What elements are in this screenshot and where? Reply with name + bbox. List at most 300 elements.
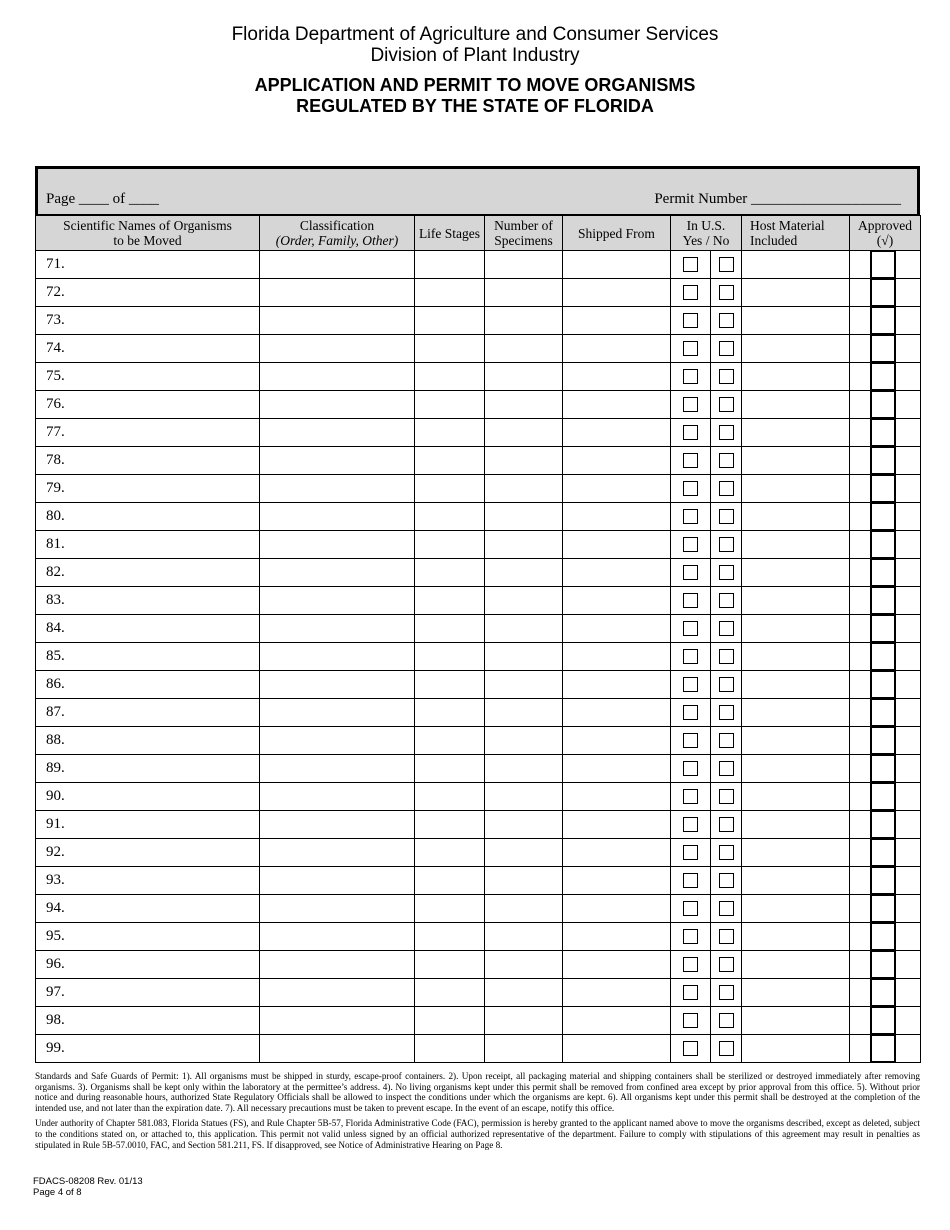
row-number-cell[interactable]: [36, 923, 260, 951]
host-material-cell[interactable]: [742, 587, 850, 615]
approved-checkbox[interactable]: [870, 783, 896, 810]
shipped-from-cell[interactable]: [563, 447, 671, 475]
approved-checkbox[interactable]: [870, 1007, 896, 1034]
in-us-no-checkbox[interactable]: [719, 957, 734, 972]
number-of-specimens-cell[interactable]: [485, 923, 563, 951]
in-us-yes-checkbox[interactable]: [683, 621, 698, 636]
approved-checkbox[interactable]: [870, 671, 896, 698]
life-stages-cell[interactable]: [415, 839, 485, 867]
row-number-cell[interactable]: [36, 727, 260, 755]
classification-cell[interactable]: [260, 839, 415, 867]
in-us-yes-checkbox[interactable]: [683, 985, 698, 1000]
in-us-yes-cell: [671, 643, 711, 671]
row-number-cell[interactable]: [36, 839, 260, 867]
number-of-specimens-cell[interactable]: [485, 335, 563, 363]
host-material-cell[interactable]: [742, 727, 850, 755]
row-number-cell[interactable]: [36, 363, 260, 391]
in-us-yes-checkbox[interactable]: [683, 453, 698, 468]
in-us-yes-checkbox[interactable]: [683, 509, 698, 524]
host-material-cell[interactable]: [742, 251, 850, 279]
classification-cell[interactable]: [260, 727, 415, 755]
approved-checkbox[interactable]: [870, 867, 896, 894]
classification-cell[interactable]: [260, 335, 415, 363]
approved-cell: [850, 811, 921, 839]
row-number-cell[interactable]: [36, 503, 260, 531]
approved-checkbox[interactable]: [870, 727, 896, 754]
life-stages-cell[interactable]: [415, 307, 485, 335]
life-stages-cell[interactable]: [415, 503, 485, 531]
row-number-cell[interactable]: [36, 559, 260, 587]
shipped-from-cell[interactable]: [563, 279, 671, 307]
number-of-specimens-cell[interactable]: [485, 1035, 563, 1063]
classification-cell[interactable]: [260, 447, 415, 475]
host-material-cell[interactable]: [742, 867, 850, 895]
row-number-cell[interactable]: [36, 755, 260, 783]
table-row: [36, 615, 921, 643]
form-footer: [33, 1176, 143, 1198]
in-us-no-checkbox[interactable]: [719, 285, 734, 300]
number-of-specimens-cell[interactable]: [485, 1007, 563, 1035]
approved-checkbox[interactable]: [870, 895, 896, 922]
row-number-cell[interactable]: [36, 811, 260, 839]
life-stages-cell[interactable]: [415, 727, 485, 755]
in-us-yes-checkbox[interactable]: [683, 677, 698, 692]
life-stages-cell[interactable]: [415, 979, 485, 1007]
approved-checkbox[interactable]: [870, 307, 896, 334]
shipped-from-cell[interactable]: [563, 699, 671, 727]
host-material-cell[interactable]: [742, 979, 850, 1007]
in-us-yes-checkbox[interactable]: [683, 901, 698, 916]
life-stages-cell[interactable]: [415, 783, 485, 811]
in-us-yes-checkbox[interactable]: [683, 397, 698, 412]
row-number-cell[interactable]: [36, 279, 260, 307]
host-material-cell[interactable]: [742, 1007, 850, 1035]
in-us-no-checkbox[interactable]: [719, 1041, 734, 1056]
in-us-no-checkbox[interactable]: [719, 1013, 734, 1028]
page-of-field[interactable]: Page ____ of ____: [46, 191, 159, 207]
in-us-no-checkbox[interactable]: [719, 845, 734, 860]
row-number-cell[interactable]: [36, 615, 260, 643]
in-us-no-checkbox[interactable]: [719, 733, 734, 748]
number-of-specimens-cell[interactable]: [485, 643, 563, 671]
classification-cell[interactable]: [260, 951, 415, 979]
host-material-cell[interactable]: [742, 643, 850, 671]
approved-checkbox[interactable]: [870, 475, 896, 502]
life-stages-cell[interactable]: [415, 1007, 485, 1035]
number-of-specimens-cell[interactable]: [485, 531, 563, 559]
host-material-cell[interactable]: [742, 839, 850, 867]
table-row: [36, 867, 921, 895]
classification-cell[interactable]: [260, 251, 415, 279]
life-stages-cell[interactable]: [415, 671, 485, 699]
table-row: [36, 895, 921, 923]
life-stages-cell[interactable]: [415, 559, 485, 587]
row-number-cell[interactable]: [36, 391, 260, 419]
permit-number-field[interactable]: Permit Number ____________________: [654, 191, 901, 207]
approved-checkbox[interactable]: [870, 335, 896, 362]
row-number-cell[interactable]: [36, 867, 260, 895]
number-of-specimens-cell[interactable]: [485, 587, 563, 615]
life-stages-cell[interactable]: [415, 391, 485, 419]
number-of-specimens-cell[interactable]: [485, 951, 563, 979]
in-us-no-cell: [711, 335, 742, 363]
in-us-yes-checkbox[interactable]: [683, 873, 698, 888]
approved-checkbox[interactable]: [870, 699, 896, 726]
in-us-no-cell: [711, 1007, 742, 1035]
in-us-yes-checkbox[interactable]: [683, 733, 698, 748]
division-name: Division of Plant Industry: [370, 45, 580, 66]
classification-cell[interactable]: [260, 391, 415, 419]
host-material-cell[interactable]: [742, 391, 850, 419]
row-number-cell[interactable]: [36, 251, 260, 279]
approved-checkbox[interactable]: [870, 391, 896, 418]
number-of-specimens-cell[interactable]: [485, 783, 563, 811]
approved-cell: [850, 363, 921, 391]
col-number-line-2: Specimens: [494, 233, 553, 248]
classification-cell[interactable]: [260, 279, 415, 307]
in-us-yes-checkbox[interactable]: [683, 537, 698, 552]
life-stages-cell[interactable]: [415, 419, 485, 447]
approved-cell: [850, 419, 921, 447]
approved-checkbox[interactable]: [870, 559, 896, 586]
number-of-specimens-cell[interactable]: [485, 839, 563, 867]
number-of-specimens-cell[interactable]: [485, 671, 563, 699]
approved-checkbox[interactable]: [870, 811, 896, 838]
approved-checkbox[interactable]: [870, 615, 896, 642]
in-us-yes-checkbox[interactable]: [683, 369, 698, 384]
number-of-specimens-cell[interactable]: [485, 755, 563, 783]
approved-checkbox[interactable]: [870, 755, 896, 782]
approved-checkbox[interactable]: [870, 251, 896, 278]
life-stages-cell[interactable]: [415, 1035, 485, 1063]
host-material-cell[interactable]: [742, 363, 850, 391]
shipped-from-cell[interactable]: [563, 587, 671, 615]
host-material-cell[interactable]: [742, 923, 850, 951]
classification-cell[interactable]: [260, 475, 415, 503]
host-material-cell[interactable]: [742, 1035, 850, 1063]
in-us-no-checkbox[interactable]: [719, 761, 734, 776]
shipped-from-cell[interactable]: [563, 895, 671, 923]
number-of-specimens-cell[interactable]: [485, 447, 563, 475]
approved-checkbox[interactable]: [870, 363, 896, 390]
classification-cell[interactable]: [260, 811, 415, 839]
classification-cell[interactable]: [260, 1007, 415, 1035]
classification-cell[interactable]: [260, 755, 415, 783]
in-us-no-checkbox[interactable]: [719, 397, 734, 412]
in-us-no-checkbox[interactable]: [719, 873, 734, 888]
shipped-from-cell[interactable]: [563, 839, 671, 867]
approved-checkbox[interactable]: [870, 419, 896, 446]
classification-cell[interactable]: [260, 503, 415, 531]
shipped-from-cell[interactable]: [563, 811, 671, 839]
in-us-yes-cell: [671, 335, 711, 363]
row-number-cell[interactable]: [36, 783, 260, 811]
shipped-from-cell[interactable]: [563, 979, 671, 1007]
classification-cell[interactable]: [260, 895, 415, 923]
in-us-no-checkbox[interactable]: [719, 677, 734, 692]
number-of-specimens-cell[interactable]: [485, 391, 563, 419]
in-us-yes-cell: [671, 615, 711, 643]
host-material-cell[interactable]: [742, 811, 850, 839]
classification-cell[interactable]: [260, 559, 415, 587]
table-row: [36, 363, 921, 391]
in-us-no-checkbox[interactable]: [719, 929, 734, 944]
life-stages-cell[interactable]: [415, 923, 485, 951]
in-us-yes-checkbox[interactable]: [683, 481, 698, 496]
approved-checkbox[interactable]: [870, 587, 896, 614]
classification-cell[interactable]: [260, 419, 415, 447]
in-us-yes-checkbox[interactable]: [683, 789, 698, 804]
row-number-cell[interactable]: [36, 419, 260, 447]
row-number-cell[interactable]: [36, 475, 260, 503]
life-stages-cell[interactable]: [415, 895, 485, 923]
shipped-from-cell[interactable]: [563, 363, 671, 391]
row-number-cell[interactable]: [36, 1007, 260, 1035]
host-material-cell[interactable]: [742, 671, 850, 699]
host-material-cell[interactable]: [742, 419, 850, 447]
life-stages-cell[interactable]: [415, 811, 485, 839]
row-number-cell[interactable]: [36, 447, 260, 475]
in-us-yes-checkbox[interactable]: [683, 705, 698, 720]
shipped-from-cell[interactable]: [563, 391, 671, 419]
shipped-from-cell[interactable]: [563, 867, 671, 895]
col-host-line-2: Included: [750, 233, 798, 248]
in-us-yes-checkbox[interactable]: [683, 817, 698, 832]
table-row: [36, 1007, 921, 1035]
in-us-yes-checkbox[interactable]: [683, 845, 698, 860]
approved-checkbox[interactable]: [870, 839, 896, 866]
in-us-yes-checkbox[interactable]: [683, 341, 698, 356]
shipped-from-cell[interactable]: [563, 307, 671, 335]
classification-cell[interactable]: [260, 671, 415, 699]
shipped-from-cell[interactable]: [563, 783, 671, 811]
number-of-specimens-cell[interactable]: [485, 979, 563, 1007]
in-us-no-checkbox[interactable]: [719, 705, 734, 720]
in-us-yes-checkbox[interactable]: [683, 761, 698, 776]
approved-checkbox[interactable]: [870, 503, 896, 530]
host-material-cell[interactable]: [742, 699, 850, 727]
row-number-cell[interactable]: [36, 699, 260, 727]
host-material-cell[interactable]: [742, 783, 850, 811]
host-material-cell[interactable]: [742, 307, 850, 335]
life-stages-cell[interactable]: [415, 475, 485, 503]
in-us-no-checkbox[interactable]: [719, 257, 734, 272]
host-material-cell[interactable]: [742, 559, 850, 587]
in-us-yes-checkbox[interactable]: [683, 957, 698, 972]
number-of-specimens-cell[interactable]: [485, 727, 563, 755]
in-us-no-cell: [711, 699, 742, 727]
life-stages-cell[interactable]: [415, 867, 485, 895]
shipped-from-cell[interactable]: [563, 503, 671, 531]
row-number-cell[interactable]: [36, 671, 260, 699]
shipped-from-cell[interactable]: [563, 615, 671, 643]
life-stages-cell[interactable]: [415, 531, 485, 559]
row-number-cell[interactable]: [36, 335, 260, 363]
classification-cell[interactable]: [260, 363, 415, 391]
number-of-specimens-cell[interactable]: [485, 307, 563, 335]
row-number-cell[interactable]: [36, 895, 260, 923]
in-us-no-cell: [711, 923, 742, 951]
in-us-no-checkbox[interactable]: [719, 341, 734, 356]
in-us-no-checkbox[interactable]: [719, 481, 734, 496]
life-stages-cell[interactable]: [415, 615, 485, 643]
shipped-from-cell[interactable]: [563, 643, 671, 671]
in-us-no-checkbox[interactable]: [719, 453, 734, 468]
permit-notes: [35, 1071, 920, 1155]
table-row: [36, 727, 921, 755]
in-us-no-checkbox[interactable]: [719, 565, 734, 580]
host-material-cell[interactable]: [742, 475, 850, 503]
in-us-yes-checkbox[interactable]: [683, 257, 698, 272]
in-us-no-checkbox[interactable]: [719, 789, 734, 804]
host-material-cell[interactable]: [742, 503, 850, 531]
in-us-no-checkbox[interactable]: [719, 537, 734, 552]
row-number-cell[interactable]: [36, 979, 260, 1007]
number-of-specimens-cell[interactable]: [485, 251, 563, 279]
number-of-specimens-cell[interactable]: [485, 699, 563, 727]
life-stages-cell[interactable]: [415, 951, 485, 979]
host-material-cell[interactable]: [742, 615, 850, 643]
in-us-no-checkbox[interactable]: [719, 649, 734, 664]
number-of-specimens-cell[interactable]: [485, 475, 563, 503]
life-stages-cell[interactable]: [415, 363, 485, 391]
number-of-specimens-cell[interactable]: [485, 363, 563, 391]
host-material-cell[interactable]: [742, 755, 850, 783]
row-number-cell[interactable]: [36, 643, 260, 671]
in-us-no-checkbox[interactable]: [719, 817, 734, 832]
table-row: [36, 391, 921, 419]
in-us-yes-checkbox[interactable]: [683, 649, 698, 664]
in-us-no-checkbox[interactable]: [719, 369, 734, 384]
in-us-no-checkbox[interactable]: [719, 593, 734, 608]
in-us-no-checkbox[interactable]: [719, 621, 734, 636]
in-us-yes-checkbox[interactable]: [683, 1013, 698, 1028]
classification-cell[interactable]: [260, 531, 415, 559]
row-number-cell[interactable]: [36, 587, 260, 615]
shipped-from-cell[interactable]: [563, 951, 671, 979]
classification-cell[interactable]: [260, 923, 415, 951]
number-of-specimens-cell[interactable]: [485, 895, 563, 923]
table-body: [36, 251, 921, 1063]
in-us-no-checkbox[interactable]: [719, 509, 734, 524]
approved-checkbox[interactable]: [870, 951, 896, 978]
number-of-specimens-cell[interactable]: [485, 811, 563, 839]
classification-cell[interactable]: [260, 783, 415, 811]
classification-cell[interactable]: [260, 307, 415, 335]
approved-cell: [850, 1035, 921, 1063]
in-us-no-checkbox[interactable]: [719, 985, 734, 1000]
row-number: 93.: [46, 872, 65, 888]
classification-cell[interactable]: [260, 643, 415, 671]
in-us-yes-checkbox[interactable]: [683, 285, 698, 300]
row-number-cell[interactable]: [36, 531, 260, 559]
shipped-from-cell[interactable]: [563, 475, 671, 503]
in-us-yes-cell: [671, 951, 711, 979]
classification-cell[interactable]: [260, 587, 415, 615]
life-stages-cell[interactable]: [415, 335, 485, 363]
approved-cell: [850, 391, 921, 419]
in-us-no-checkbox[interactable]: [719, 425, 734, 440]
in-us-yes-cell: [671, 979, 711, 1007]
in-us-yes-checkbox[interactable]: [683, 593, 698, 608]
classification-cell[interactable]: [260, 699, 415, 727]
life-stages-cell[interactable]: [415, 447, 485, 475]
approved-checkbox[interactable]: [870, 643, 896, 670]
shipped-from-cell[interactable]: [563, 923, 671, 951]
number-of-specimens-cell[interactable]: [485, 867, 563, 895]
approved-checkbox[interactable]: [870, 279, 896, 306]
in-us-yes-checkbox[interactable]: [683, 425, 698, 440]
col-in-us-line-2: Yes / No: [682, 233, 730, 248]
in-us-no-cell: [711, 475, 742, 503]
row-number: 75.: [46, 368, 65, 384]
shipped-from-cell[interactable]: [563, 755, 671, 783]
in-us-yes-checkbox[interactable]: [683, 313, 698, 328]
approved-checkbox[interactable]: [870, 447, 896, 474]
approved-checkbox[interactable]: [870, 1035, 896, 1062]
in-us-yes-checkbox[interactable]: [683, 565, 698, 580]
shipped-from-cell[interactable]: [563, 531, 671, 559]
shipped-from-cell[interactable]: [563, 559, 671, 587]
host-material-cell[interactable]: [742, 447, 850, 475]
table-row: [36, 559, 921, 587]
life-stages-cell[interactable]: [415, 251, 485, 279]
shipped-from-cell[interactable]: [563, 727, 671, 755]
row-number-cell[interactable]: [36, 951, 260, 979]
classification-cell[interactable]: [260, 1035, 415, 1063]
number-of-specimens-cell[interactable]: [485, 419, 563, 447]
classification-cell[interactable]: [260, 979, 415, 1007]
shipped-from-cell[interactable]: [563, 671, 671, 699]
approved-checkbox[interactable]: [870, 979, 896, 1006]
shipped-from-cell[interactable]: [563, 251, 671, 279]
shipped-from-cell[interactable]: [563, 1035, 671, 1063]
life-stages-cell[interactable]: [415, 643, 485, 671]
host-material-cell[interactable]: [742, 335, 850, 363]
shipped-from-cell[interactable]: [563, 335, 671, 363]
life-stages-cell[interactable]: [415, 279, 485, 307]
life-stages-cell[interactable]: [415, 755, 485, 783]
host-material-cell[interactable]: [742, 951, 850, 979]
in-us-no-checkbox[interactable]: [719, 901, 734, 916]
table-row: [36, 979, 921, 1007]
life-stages-cell[interactable]: [415, 587, 485, 615]
in-us-yes-cell: [671, 923, 711, 951]
row-number: 94.: [46, 900, 65, 916]
row-number-cell[interactable]: [36, 307, 260, 335]
shipped-from-cell[interactable]: [563, 1007, 671, 1035]
number-of-specimens-cell[interactable]: [485, 279, 563, 307]
approved-checkbox[interactable]: [870, 531, 896, 558]
approved-checkbox[interactable]: [870, 923, 896, 950]
shipped-from-cell[interactable]: [563, 419, 671, 447]
number-of-specimens-cell[interactable]: [485, 615, 563, 643]
life-stages-cell[interactable]: [415, 699, 485, 727]
host-material-cell[interactable]: [742, 531, 850, 559]
host-material-cell[interactable]: [742, 895, 850, 923]
in-us-yes-checkbox[interactable]: [683, 929, 698, 944]
in-us-yes-cell: [671, 867, 711, 895]
row-number: 84.: [46, 620, 65, 636]
number-of-specimens-cell[interactable]: [485, 503, 563, 531]
row-number-cell[interactable]: [36, 1035, 260, 1063]
in-us-no-checkbox[interactable]: [719, 313, 734, 328]
classification-cell[interactable]: [260, 867, 415, 895]
number-of-specimens-cell[interactable]: [485, 559, 563, 587]
classification-cell[interactable]: [260, 615, 415, 643]
host-material-cell[interactable]: [742, 279, 850, 307]
in-us-yes-checkbox[interactable]: [683, 1041, 698, 1056]
